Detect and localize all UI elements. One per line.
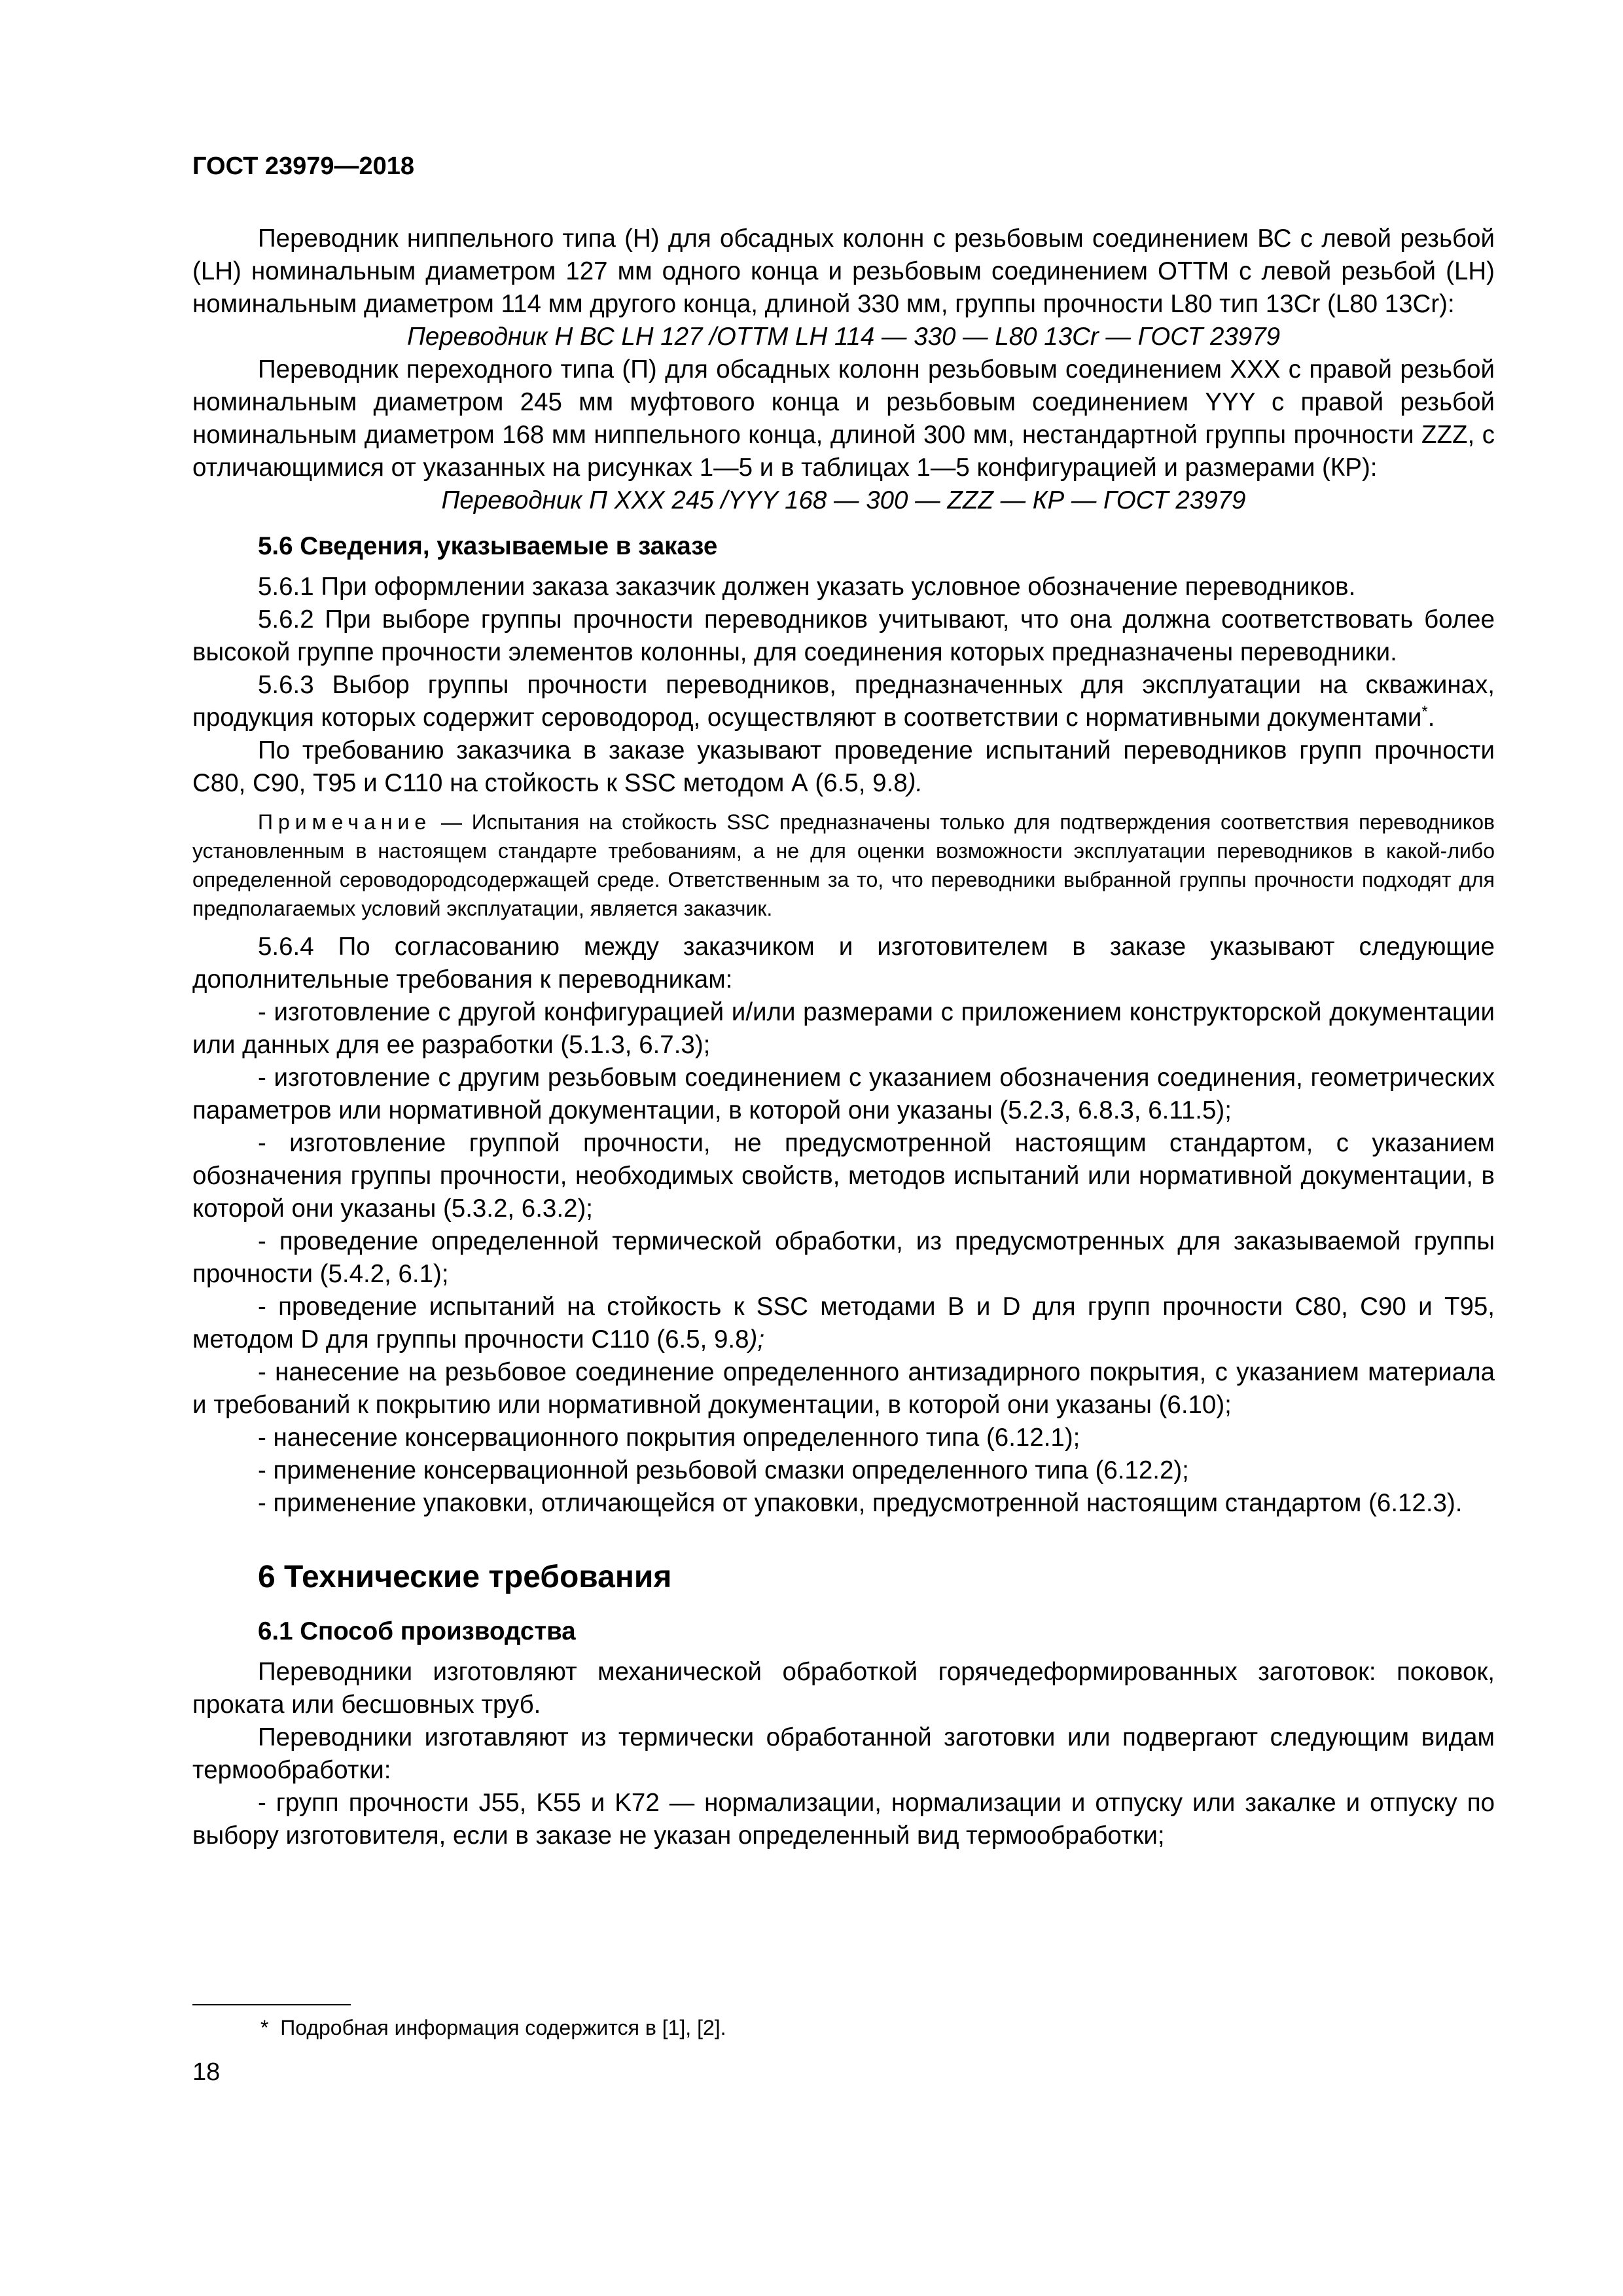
example-1-text: Переводник ниппельного типа (Н) для обсадных колонн с резьбовым соединением ВС с левой резьбой (LH) номинальным диаметром 127 мм одного конца и резьбовым соединением ОТТМ с левой резьбой (LH) номинальным диаметром 114 мм другого конца, длиной 330 мм, группы прочности L80 тип 13Cr (L80 13Cr): bbox=[192, 224, 1495, 318]
list-item: - применение упаковки, отличающейся от упаковки, предусмотренной настоящим стандартом (6.12.3). bbox=[258, 1489, 1463, 1517]
section-6-1-heading: 6.1 Способ производства bbox=[258, 1617, 576, 1645]
footnote-reference-mark: * bbox=[1421, 703, 1428, 721]
footnote-mark: * bbox=[260, 2016, 269, 2039]
paragraph-6-1-c: - групп прочности J55, K55 и K72 — нормализации, нормализации и отпуску или закалке и отпуску по выбору изготовителя, если в заказе не указан определенный вид термообработки; bbox=[192, 1789, 1495, 1850]
list-item: - применение консервационной резьбовой смазки определенного типа (6.12.2); bbox=[258, 1456, 1189, 1484]
paragraph-5-6-1: 5.6.1 При оформлении заказа заказчик должен указать условное обозначение переводников. bbox=[258, 573, 1356, 601]
example-2-designation: Переводник П XXX 245 /YYY 168 — 300 — ZZZ — КР — ГОСТ 23979 bbox=[441, 486, 1246, 514]
section-5-6-heading: 5.6 Сведения, указываемые в заказе bbox=[258, 532, 718, 560]
list-item: - изготовление с другим резьбовым соединением с указанием обозначения соединения, геометрических параметров или нормативной документации, в которой они указаны (5.2.3, 6.8.3, 6.11.5); bbox=[192, 1064, 1495, 1124]
list-item: - нанесение на резьбовое соединение определенного антизадирного покрытия, с указанием материала и требований к покрытию или нормативной документации, в которой они указаны (6.10); bbox=[192, 1358, 1495, 1419]
note bbox=[192, 808, 1495, 923]
note-label: Примечание bbox=[258, 810, 432, 834]
list-item-text: - проведение испытаний на стойкость к SSC методами В и D для групп прочности С80, С90 и Т95, методом D для группы прочности С110 (6.5, 9.8 bbox=[192, 1293, 1495, 1354]
paragraph-6-1-b: Переводники изготавляют из термически обработанной заготовки или подвергают следующим видам термообработки: bbox=[192, 1723, 1495, 1784]
paragraph-5-6-4: 5.6.4 По согласованию между заказчиком и изготовителем в заказе указывают следующие дополнительные требования к переводникам: bbox=[192, 933, 1495, 994]
footnote bbox=[260, 2013, 726, 2042]
footnote-text: Подробная информация содержится в [1], [2]. bbox=[280, 2016, 726, 2039]
paragraph-6-1-a: Переводники изготовляют механической обработкой горячедеформированных заготовок: поковок, проката или бесшовных труб. bbox=[192, 1658, 1495, 1719]
paragraph-ssc-test-text: По требованию заказчика в заказе указывают проведение испытаний переводников групп прочности С80, С90, Т95 и С110 на стойкость к SSC методом А (6.5, 9.8 bbox=[192, 736, 1495, 797]
example-2-text: Переводник переходного типа (П) для обсадных колонн резьбовым соединением XXX с правой резьбой номинальным диаметром 245 мм муфтового конца и резьбовым соединением YYY с правой резьбой номинальным диаметром 168 мм ниппельного конца, длиной 300 мм, нестандартной группы прочности ZZZ, с отличающимися от указанных на рисунках 1—5 и в таблицах 1—5 конфигурацией и размерами (КР): bbox=[192, 355, 1495, 482]
paragraph-ssc-test bbox=[192, 734, 1495, 800]
note-text: — Испытания на стойкость SSC предназначены только для подтверждения соответствия переводников установленным в настоящем стандарте требованиям, а не для оценки возможности эксплуатации переводников в какой-либо определенной сероводородсодержащей среде. Ответственным за то, что переводники выбранной группы прочности подходят для предполагаемых условий эксплуатации, является заказчик. bbox=[192, 810, 1495, 920]
footnote-divider bbox=[192, 2004, 351, 2005]
section-6-heading: 6 Технические требования bbox=[258, 1560, 672, 1594]
paragraph-5-6-2: 5.6.2 При выборе группы прочности переводников учитывают, что она должна соответствовать более высокой группе прочности элементов колонны, для соединения которых предназначены переводники. bbox=[192, 605, 1495, 666]
list-item bbox=[192, 1291, 1495, 1356]
example-1-designation: Переводник Н ВС LH 127 /ОТТМ LH 114 — 330 — L80 13Cr — ГОСТ 23979 bbox=[406, 323, 1281, 351]
list-item: - изготовление с другой конфигурацией и/или размерами с приложением конструкторской документации или данных для ее разработки (5.1.3, 6.7.3); bbox=[192, 998, 1495, 1059]
paragraph-5-6-3 bbox=[192, 669, 1495, 734]
list-item-end: ); bbox=[749, 1325, 765, 1354]
paragraph-5-6-3-text: 5.6.3 Выбор группы прочности переводников, предназначенных для эксплуатации на скважинах, продукция которых содержит сероводород, осуществляют в соответствии с нормативными документами bbox=[192, 671, 1495, 732]
paragraph-5-6-3-end: . bbox=[1427, 704, 1435, 732]
paragraph-ssc-test-end: ). bbox=[907, 769, 923, 797]
page-content bbox=[192, 223, 1495, 1852]
list-item: - нанесение консервационного покрытия определенного типа (6.12.1); bbox=[258, 1424, 1080, 1452]
page-number: 18 bbox=[192, 2058, 221, 2086]
document-header: ГОСТ 23979—2018 bbox=[192, 152, 415, 180]
list-item: - изготовление группой прочности, не предусмотренной настоящим стандартом, с указанием обозначения группы прочности, необходимых свойств, методов испытаний или нормативной документации, в которой они указаны (5.3.2, 6.3.2); bbox=[192, 1129, 1495, 1223]
list-item: - проведение определенной термической обработки, из предусмотренных для заказываемой группы прочности (5.4.2, 6.1); bbox=[192, 1227, 1495, 1288]
